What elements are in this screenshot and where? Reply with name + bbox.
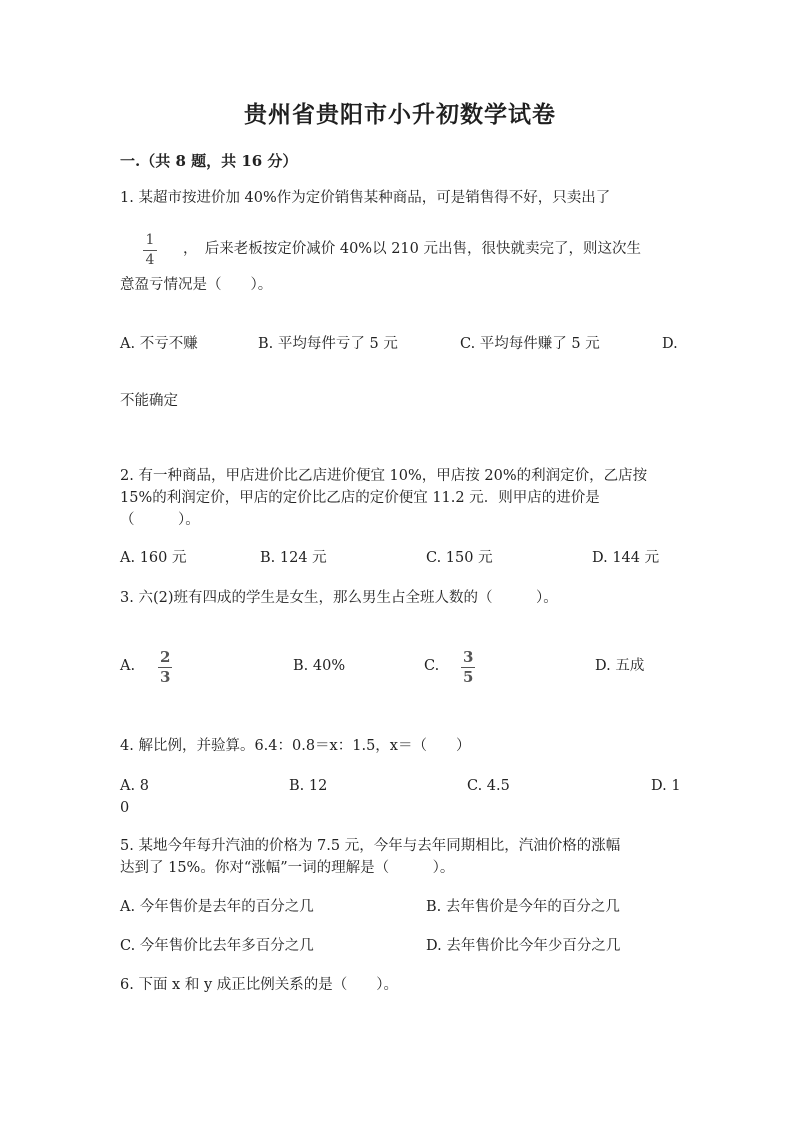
question-5-line-1: 5. 某地今年每升汽油的价格为 7.5 元，今年与去年同期相比，汽油价格的涨幅 (120, 838, 621, 854)
fraction-numerator: 2 (160, 648, 171, 666)
question-4-option-d-text: 0 (120, 800, 130, 816)
question-5-option-d[interactable]: D. 去年售价比今年少百分之几 (426, 938, 621, 954)
fraction-bar (143, 250, 157, 251)
question-4-option-d[interactable]: D. 1 (651, 778, 681, 794)
question-5-option-b[interactable]: B. 去年售价是今年的百分之几 (426, 899, 620, 915)
question-1-option-a[interactable]: A. 不亏不赚 (120, 336, 198, 352)
question-1-fraction (143, 232, 157, 269)
fraction-numerator: 3 (463, 648, 474, 666)
question-1-option-d-text: 不能确定 (120, 393, 178, 409)
question-2-option-d[interactable]: D. 144 元 (592, 550, 660, 566)
question-1-option-d[interactable]: D. (662, 336, 678, 352)
section-heading: 一.（共 8 题，共 16 分） (120, 152, 298, 170)
question-3-option-b[interactable]: B. 40% (293, 658, 346, 674)
question-1-option-c[interactable]: C. 平均每件赚了 5 元 (460, 336, 600, 352)
question-4-option-c[interactable]: C. 4.5 (467, 778, 510, 794)
question-4-option-b[interactable]: B. 12 (289, 778, 328, 794)
question-2-option-c[interactable]: C. 150 元 (426, 550, 493, 566)
question-3-line-1: 3. 六(2)班有四成的学生是女生，那么男生占全班人数的（ ）。 (120, 590, 558, 606)
question-2-option-b[interactable]: B. 124 元 (260, 550, 327, 566)
page-title: 贵州省贵阳市小升初数学试卷 (244, 101, 556, 128)
question-2-line-1: 2. 有一种商品，甲店进价比乙店进价便宜 10%，甲店按 20%的利润定价，乙店按 (120, 468, 648, 484)
question-1-line-1: 1. 某超市按进价加 40%作为定价销售某种商品，可是销售得不好，只卖出了 (120, 190, 611, 206)
question-3-option-a-fraction (158, 649, 172, 686)
question-1-option-b[interactable]: B. 平均每件亏了 5 元 (258, 336, 398, 352)
question-2-option-a[interactable]: A. 160 元 (120, 550, 187, 566)
question-3-option-c-label[interactable]: C. (424, 658, 440, 674)
question-4-line-1: 4. 解比例，并验算。6.4：0.8＝x：1.5，x＝（ ） (120, 738, 471, 754)
question-4-option-a[interactable]: A. 8 (120, 778, 149, 794)
question-1-line-2: ， 后来老板按定价减价 40%以 210 元出售，很快就卖完了，则这次生 (183, 241, 641, 257)
question-3-option-a-label[interactable]: A. (120, 658, 136, 674)
question-3-option-c-fraction (461, 649, 475, 686)
question-5-option-c[interactable]: C. 今年售价比去年多百分之几 (120, 938, 314, 954)
question-2-line-2: 15%的利润定价，甲店的定价比乙店的定价便宜 11.2 元．则甲店的进价是 (120, 490, 600, 506)
question-6-line-1: 6. 下面 x 和 y 成正比例关系的是（ ）。 (120, 977, 398, 993)
question-5-line-2: 达到了 15%。你对“涨幅”一词的理解是（ ）。 (120, 860, 455, 876)
question-2-line-3: （ ）。 (120, 512, 200, 528)
fraction-denominator: 4 (145, 252, 155, 268)
question-3-option-d[interactable]: D. 五成 (595, 658, 645, 674)
fraction-denominator: 5 (463, 668, 474, 686)
fraction-numerator: 1 (145, 232, 155, 248)
question-5-option-a[interactable]: A. 今年售价是去年的百分之几 (120, 899, 314, 915)
question-1-line-3: 意盈亏情况是（ ）。 (120, 277, 273, 293)
fraction-denominator: 3 (160, 668, 171, 686)
